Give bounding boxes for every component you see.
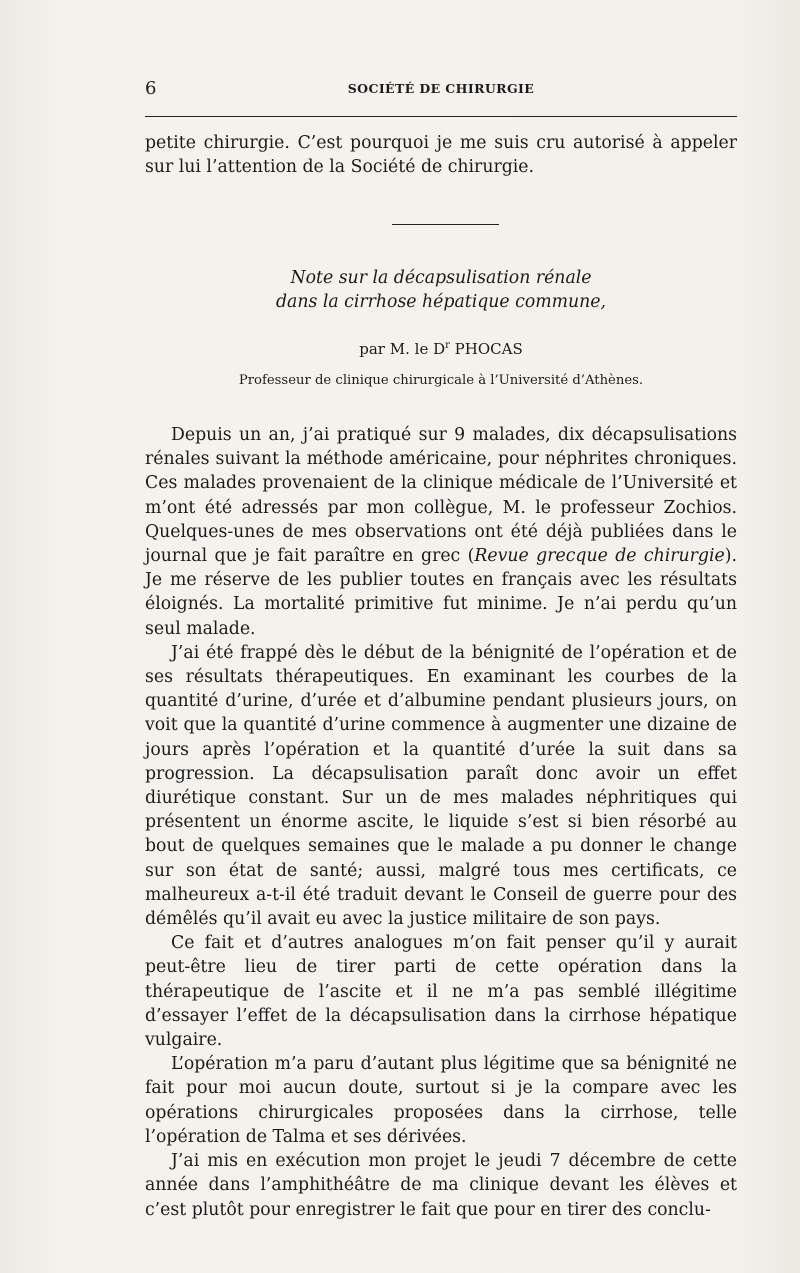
body-paragraph-1 <box>145 423 737 641</box>
article-body <box>145 423 737 1222</box>
body-paragraph-5: J’ai mis en exécution mon projet le jeudi 7 décembre de cette année dans l’amphithéâtre de ma clinique devant les élèves et c’est plutôt pour enregistrer le fait que pour en tirer des conclu- <box>145 1151 737 1220</box>
page-number: 6 <box>145 78 157 99</box>
carryover-paragraph: petite chirurgie. C’est pourquoi je me suis cru autorisé à appeler sur lui l’attention de la Société de chirurgie. <box>145 133 737 178</box>
running-head <box>145 78 737 100</box>
body-paragraph-2: J’ai été frappé dès le début de la bénignité de l’opération et de ses résultats thérapeutiques. En examinant les courbes de la quantité d’urine, d’urée et d’albumine pendant plusieurs jours, on voit que la quantité d’urine commence à augmenter une dizaine de jours après l’opération et la quantité d’urée la suit dans sa progression. La décapsulisation paraît donc avoir un effet diurétique constant. Sur un de mes malades néphritiques qui présentent un énorme ascite, le liquide s’est si bien résorbé au bout de quelques semaines que le malade a pu donner le change sur son état de santé; aussi, malgré tous mes certificats, ce malheureux a-t-il été traduit devant le Conseil de guerre pour des démêlés qu’il avait eu avec la justice militaire de son pays. <box>145 642 737 930</box>
article-title <box>145 266 737 314</box>
carryover-block <box>145 131 737 179</box>
body-paragraph-3: Ce fait et d’autres analogues m’on fait penser qu’il y aurait peut-être lieu de tirer parti de cette opération dans la thérapeutique de l’ascite et il ne m’a pas semblé illégitime d’essayer l’effet de la décapsulisation dans la cirrhose hépatique vulgaire. <box>145 933 737 1051</box>
article-title-line-1: Note sur la décapsulisation rénale <box>290 268 592 288</box>
p1-text: Depuis un an, j’ai pratiqué sur 9 malades, dix décapsulisations rénales suivant la méthode américaine, pour néphrites chroniques. Ces malades provenaient de la clinique médicale de l’Université et m’ont été adressés par mon collègue, M. le professeur Zochios. Quelques-unes de mes observations ont été déjà publiées dans le journal que je fait paraître en grec ( <box>145 425 737 567</box>
article-title-line-2: dans la cirrhose hépatique commune, <box>276 292 606 312</box>
author-affiliation: Professeur de clinique chirurgicale à l’Université d’Athènes. <box>238 373 644 388</box>
journal-title: SOCIÉTÉ DE CHIRURGIE <box>347 81 535 96</box>
p1-text-end: ). Je me réserve de les publier toutes en français avec les résultats éloignés. La mortalité primitive fut minime. Je n’ai perdu qu’un seul malade. <box>145 546 737 639</box>
article-author <box>145 340 737 358</box>
body-paragraph-4: L’opération m’a paru d’autant plus légitime que sa bénignité ne fait pour moi aucun doute, surtout si je la compare avec les opérations chirurgicales proposées dans la cirrhose, telle l’opération de Talma et ses dérivées. <box>145 1054 737 1147</box>
section-separator <box>392 224 499 225</box>
header-rule <box>145 116 737 117</box>
author-superscript: r <box>445 340 450 351</box>
author-prefix: par M. le D <box>359 340 446 358</box>
p1-journal-italic: Revue grecque de chirurgie <box>474 546 725 567</box>
author-name: PHOCAS <box>449 340 523 358</box>
